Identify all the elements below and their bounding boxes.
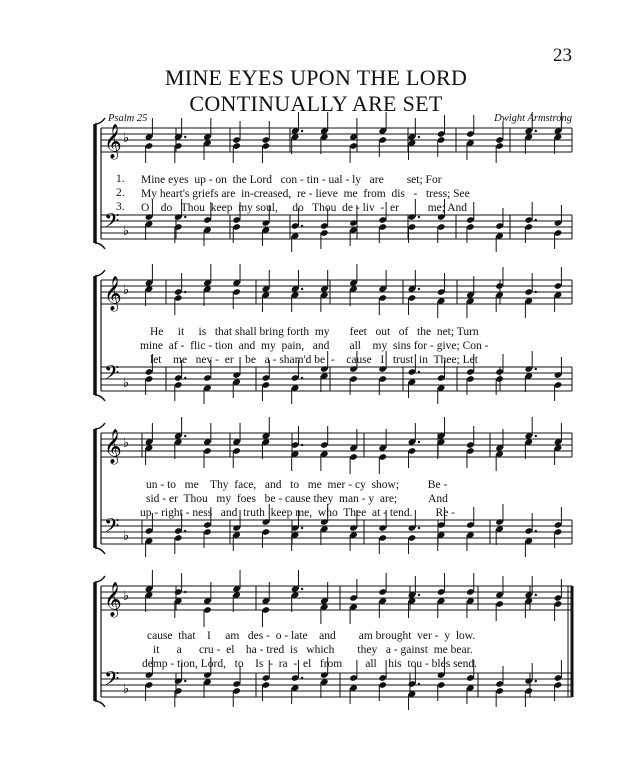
- verse-number-3: 3.: [116, 201, 125, 213]
- flat-icon: ♭: [123, 376, 130, 391]
- treble-clef-icon: 𝄞: [104, 429, 122, 464]
- dot: [301, 527, 303, 529]
- dot: [184, 377, 186, 379]
- verse-number-1: 1.: [116, 173, 125, 185]
- dot: [418, 683, 420, 685]
- lyric-line: it a cru - el ha - tred is which they a - gainst me bear.: [153, 644, 473, 656]
- dot: [184, 136, 186, 138]
- page-number: 23: [553, 45, 572, 66]
- dot: [418, 527, 420, 529]
- flat-icon: ♭: [123, 436, 130, 451]
- dot: [301, 130, 303, 132]
- flat-icon: ♭: [123, 682, 130, 697]
- scripture-source: Psalm 25: [108, 113, 148, 124]
- lyric-line: un - to me Thy face, and to me mer - cy show; Be -: [146, 479, 448, 491]
- dot: [301, 588, 303, 590]
- lyric-line: sid - er Thou my foes be - cause they man - y are; And: [146, 493, 448, 505]
- dot: [301, 444, 303, 446]
- bracket-hook: [95, 243, 105, 249]
- dot: [535, 219, 537, 221]
- flat-icon: ♭: [123, 224, 130, 239]
- dot: [535, 291, 537, 293]
- bracket-hook: [95, 701, 105, 707]
- flat-icon: ♭: [123, 589, 130, 604]
- dot: [184, 216, 186, 218]
- hymn-title-line-2: CONTINUALLY ARE SET: [189, 91, 443, 116]
- dot: [418, 216, 420, 218]
- flat-icon: ♭: [123, 131, 130, 146]
- composer-credit: Dwight Armstrong: [494, 113, 572, 124]
- flat-icon: ♭: [123, 283, 130, 298]
- dot: [418, 594, 420, 596]
- dot: [535, 435, 537, 437]
- lyric-line: demp - tion, Lord, to Is - ra - el from all his tou - bles send.: [142, 658, 478, 670]
- dot: [535, 368, 537, 370]
- verse-number-2: 2.: [116, 187, 125, 199]
- lyric-line: He it is that shall bring forth my feet out of the net; Turn: [150, 326, 479, 338]
- lyric-line: mine af - flic - tion and my pain, and all my sins for - give; Con -: [140, 340, 489, 352]
- treble-clef-icon: 𝄞: [104, 582, 122, 617]
- dot: [535, 680, 537, 682]
- dot: [418, 136, 420, 138]
- lyric-line: let me nev - er be a - sham'd be - cause I trust in Thee; Let: [150, 354, 478, 366]
- dot: [301, 677, 303, 679]
- lyric-line: O do Thou keep my soul, do Thou de - liv - er me; And: [141, 202, 468, 214]
- dot: [184, 435, 186, 437]
- bass-clef-icon: 𝄢: [104, 209, 120, 237]
- bass-clef-icon: 𝄢: [104, 361, 120, 389]
- lyric-line: cause that I am des - o - late and am brought ver - y low.: [147, 630, 476, 642]
- hymn-title-line-1: MINE EYES UPON THE LORD: [164, 65, 468, 90]
- dot: [184, 530, 186, 532]
- treble-clef-icon: 𝄞: [104, 276, 122, 311]
- dot: [535, 594, 537, 596]
- dot: [184, 591, 186, 593]
- bracket-hook: [95, 395, 105, 401]
- dot: [301, 288, 303, 290]
- dot: [418, 288, 420, 290]
- dot: [535, 530, 537, 532]
- dot: [418, 371, 420, 373]
- dot: [184, 291, 186, 293]
- dot: [301, 377, 303, 379]
- lyric-line: My heart's griefs are in-creased, re - lieve me from dis - tress; See: [141, 188, 470, 200]
- bass-clef-icon: 𝄢: [104, 514, 120, 542]
- treble-clef-icon: 𝄞: [104, 124, 122, 159]
- lyric-line: Mine eyes up - on the Lord con - tin - ual - ly are set; For: [141, 174, 442, 186]
- dot: [301, 225, 303, 227]
- bracket-hook: [95, 548, 105, 554]
- bass-clef-icon: 𝄢: [104, 667, 120, 695]
- dot: [184, 680, 186, 682]
- dot: [535, 130, 537, 132]
- lyric-line: up - right - ness and truth keep me, who Thee at - tend. Re -: [140, 507, 456, 519]
- dot: [418, 441, 420, 443]
- flat-icon: ♭: [123, 529, 130, 544]
